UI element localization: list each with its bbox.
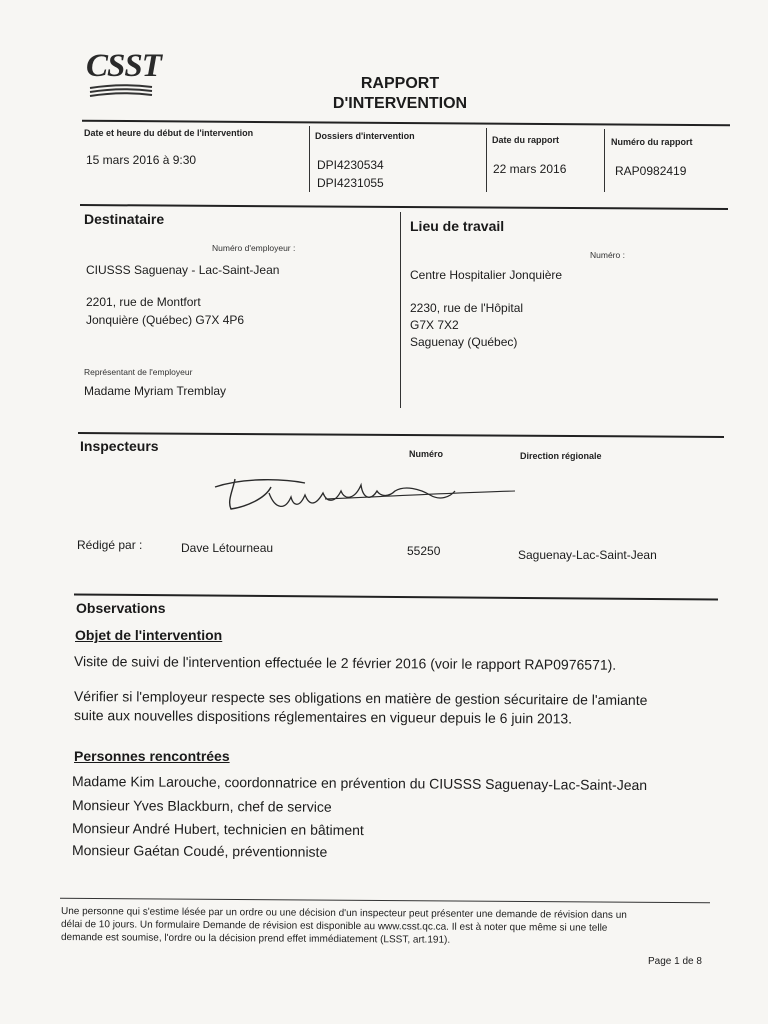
person-item: Madame Kim Larouche, coordonnatrice en prévention du CIUSSS Saguenay-Lac-Saint-Jean: [71, 773, 648, 794]
report-number-label: Numéro du rapport: [611, 137, 693, 147]
lieu-address-3: Saguenay (Québec): [410, 335, 518, 349]
title-line-1: RAPPORT: [360, 75, 440, 92]
footer-note-line-1: Une personne qui s'estime lésée par un ordre ou une décision d'un inspecteur peut présenter une demande de révision dans un: [60, 906, 627, 921]
start-date-value: 15 mars 2016 à 9:30: [86, 153, 197, 167]
employer-name: CIUSSS Saguenay - Lac-Saint-Jean: [86, 263, 280, 277]
destinataire-divider: [400, 212, 401, 408]
objet-paragraph-2-line-2: suite aux nouvelles dispositions réglementaires en vigueur depuis le 6 juin 2013.: [73, 707, 573, 727]
inspecteurs-heading: Inspecteurs: [80, 438, 159, 454]
regional-direction-label: Direction régionale: [520, 451, 602, 461]
inspector-signature: [205, 465, 520, 525]
lieu-address-1: 2230, rue de l'Hôpital: [410, 301, 524, 315]
title-line-2: D'INTERVENTION: [332, 95, 468, 112]
inspecteurs-rule: [78, 432, 724, 438]
representative-name: Madame Myriam Tremblay: [84, 384, 227, 398]
employer-number-label: Numéro d'employeur :: [212, 243, 296, 253]
person-item: Monsieur Gaétan Coudé, préventionniste: [71, 842, 328, 860]
objet-title: Objet de l'intervention: [75, 627, 223, 643]
redige-par-label: Rédigé par :: [77, 538, 143, 552]
objet-paragraph-2-line-1: Vérifier si l'employeur respecte ses obligations en matière de gestion sécuritaire de l'amiante: [73, 688, 648, 709]
report-date-value: 22 mars 2016: [493, 162, 567, 176]
personnes-title: Personnes rencontrées: [74, 748, 230, 764]
lieu-numero-label: Numéro :: [590, 250, 625, 260]
start-date-label: Date et heure du début de l'intervention: [84, 128, 254, 138]
person-item: Monsieur Yves Blackburn, chef de service: [71, 797, 332, 815]
footer-note-line-2: délai de 10 jours. Un formulaire Demande de révision est disponible au www.csst.qc.ca. Il est à noter que même si une telle: [60, 919, 608, 934]
report-title: [300, 74, 500, 114]
observations-rule: [74, 593, 718, 600]
employer-address-1: 2201, rue de Montfort: [86, 295, 201, 309]
dossiers-label: Dossiers d'intervention: [315, 131, 415, 141]
observations-heading: Observations: [76, 600, 166, 616]
header-divider-3: [604, 129, 605, 192]
employer-address-2: Jonquière (Québec) G7X 4P6: [86, 313, 245, 327]
header-divider-2: [486, 128, 487, 192]
person-item: Monsieur André Hubert, technicien en bâtiment: [71, 820, 364, 839]
inspector-number: 55250: [407, 544, 441, 558]
header-divider-1: [309, 126, 310, 192]
report-number-value: RAP0982419: [615, 164, 687, 178]
page-number: Page 1 de 8: [648, 956, 702, 967]
footer-note-line-3: demande est soumise, l'ordre ou la décision prend effet immédiatement (LSST, art.191).: [60, 932, 451, 946]
lieu-address-2: G7X 7X2: [410, 318, 459, 332]
dossier-value-2: DPI4231055: [317, 176, 384, 190]
representative-label: Représentant de l'employeur: [84, 367, 193, 377]
footer-rule: [60, 898, 710, 904]
inspector-number-label: Numéro: [409, 449, 444, 459]
header-top-rule: [82, 120, 730, 127]
objet-paragraph-1: Visite de suivi de l'intervention effectuée le 2 février 2016 (voir le rapport RAP0976571).: [73, 653, 617, 673]
destinataire-heading: Destinataire: [84, 211, 165, 227]
dossier-value-1: DPI4230534: [317, 158, 384, 172]
csst-logo: CSST: [86, 48, 161, 84]
logo-swoosh-icon: [88, 84, 154, 98]
destinataire-rule: [80, 204, 728, 210]
lieu-name: Centre Hospitalier Jonquière: [410, 268, 563, 282]
inspector-name: Dave Létourneau: [181, 541, 274, 555]
lieu-heading: Lieu de travail: [410, 218, 505, 234]
regional-direction: Saguenay-Lac-Saint-Jean: [518, 548, 657, 562]
report-date-label: Date du rapport: [492, 135, 560, 145]
